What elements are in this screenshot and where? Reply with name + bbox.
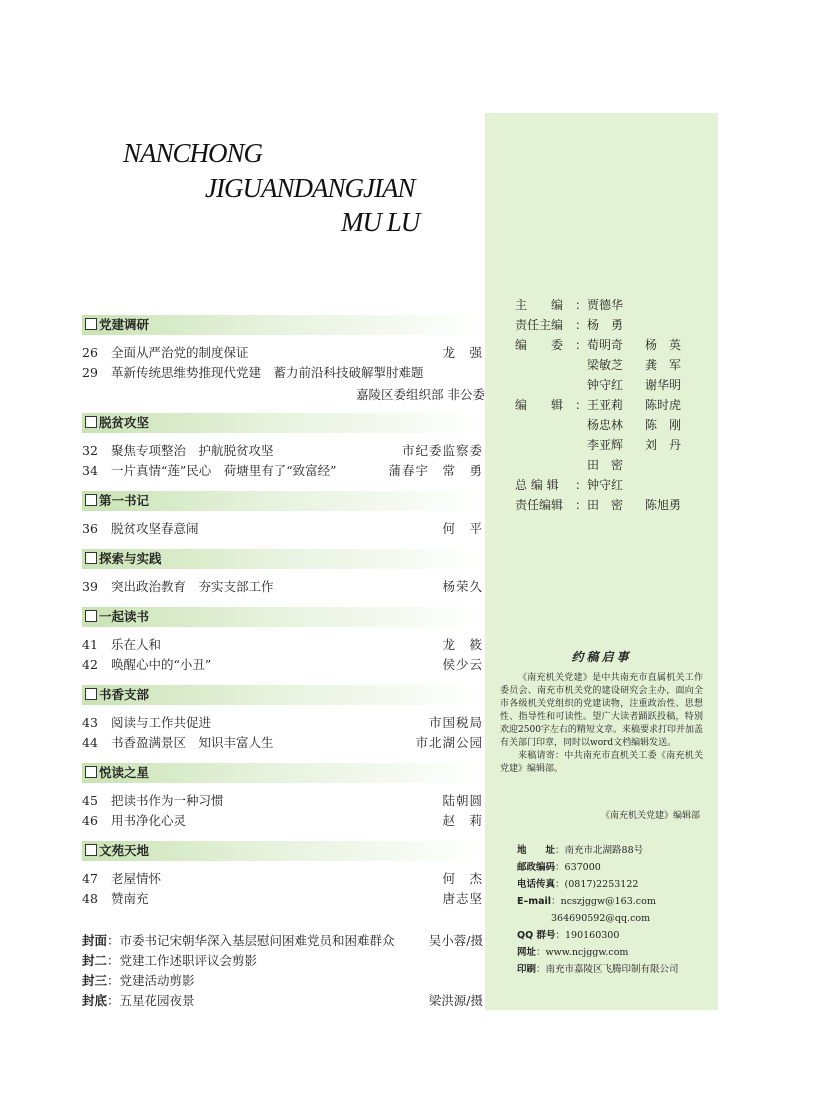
contact-row (517, 910, 679, 927)
page-number: 39 (82, 579, 98, 594)
article-author: 市纪委监察委 (401, 443, 483, 458)
staff-list (515, 295, 703, 515)
staff-name: 谢华明 (645, 378, 682, 392)
cover-text: 五星花园夜景 (119, 993, 195, 1008)
article-author: 杨荣久 (442, 579, 483, 594)
article-title: 唤醒心中的“小丑” (111, 657, 212, 672)
toc-entry[interactable] (82, 578, 485, 596)
contact-label: 电话传真 (517, 879, 556, 890)
contact-label: 地 址 (517, 845, 556, 856)
title-line-3: MU LU (341, 207, 420, 237)
article-title: 全面从严治党的制度保证 (111, 345, 249, 360)
staff-name: 田 密 (587, 458, 624, 472)
staff-name: 田 密 (587, 498, 624, 512)
page-number: 45 (82, 793, 98, 808)
section-heading-label: 党建调研 (99, 317, 150, 332)
article-author: 何 杰 (442, 871, 483, 886)
contact-value: 190160300 (564, 930, 620, 941)
article-author: 市北湖公园 (415, 735, 483, 750)
checkbox-square-icon (85, 416, 97, 428)
section-heading-label: 脱贫攻坚 (99, 415, 150, 430)
article-title: 突出政治教育 夯实支部工作 (111, 579, 274, 594)
staff-row: 责任主编 ：杨 勇 (515, 315, 703, 335)
staff-row: 编 辑 ：王亚莉 陈时虎 (515, 395, 703, 415)
cover-author: 梁洪源/摄 (428, 993, 483, 1008)
section-heading (82, 763, 485, 783)
toc-entry[interactable] (82, 520, 485, 538)
article-title: 用书净化心灵 (111, 813, 187, 828)
toc-entry[interactable] (82, 462, 485, 480)
section-heading-label: 一起读书 (99, 609, 150, 624)
article-title: 把读书作为一种习惯 (111, 793, 224, 808)
staff-name: 杨 英 (645, 338, 682, 352)
toc-entry[interactable] (82, 344, 485, 362)
title-line-1: NANCHONG (123, 138, 263, 168)
section-heading (82, 491, 485, 511)
contact-label: 印刷 (517, 964, 537, 975)
contact-value: (0817)2253122 (564, 879, 639, 890)
staff-row: 责任编辑 ：田 密 陈旭勇 (515, 495, 703, 515)
article-title: 书香盈满景区 知识丰富人生 (111, 735, 274, 750)
staff-name: 荀明奇 (587, 338, 624, 352)
staff-role: 编 辑 (515, 398, 564, 412)
article-author: 陆朝圆 (442, 793, 483, 808)
article-title: 革新传统思维势推现代党建 蓄力前沿科技破解掣肘难题 (111, 365, 424, 380)
section-heading-label: 第一书记 (99, 493, 150, 508)
article-author: 何 平 (442, 521, 483, 536)
staff-name: 龚 军 (645, 358, 682, 372)
article-title: 脱贫攻坚春意闹 (111, 521, 199, 536)
staff-role: 编 委 (515, 338, 564, 352)
email-link[interactable]: ncszjggw@163.com (560, 896, 656, 907)
toc-entry[interactable] (82, 890, 485, 908)
contact-value: 637000 (564, 862, 601, 873)
page-number: 44 (82, 735, 98, 750)
staff-name: 钟守红 (587, 478, 624, 492)
checkbox-square-icon (85, 844, 97, 856)
toc-entry[interactable] (82, 812, 485, 830)
toc-entry[interactable] (82, 870, 485, 888)
section-heading-label: 文苑天地 (99, 843, 150, 858)
page-number: 48 (82, 891, 98, 906)
staff-role: 主 编 (515, 298, 564, 312)
staff-name: 杨 勇 (587, 318, 624, 332)
toc-entry[interactable] (82, 636, 485, 654)
staff-name: 梁敏芝 (587, 358, 624, 372)
section-heading-label: 书香支部 (99, 687, 150, 702)
checkbox-square-icon (85, 494, 97, 506)
page-number: 47 (82, 871, 98, 886)
article-author: 赵 莉 (442, 813, 483, 828)
checkbox-square-icon (85, 610, 97, 622)
cover-label: 封底 (82, 993, 108, 1008)
page-number: 42 (82, 657, 98, 672)
section-heading-label: 探索与实践 (99, 551, 162, 566)
notice-body (500, 672, 703, 776)
checkbox-square-icon (85, 766, 97, 778)
section-heading (82, 315, 485, 335)
page-number: 32 (82, 443, 98, 458)
notice-signature: 《南充机关党建》编辑部 (600, 811, 700, 821)
section-heading (82, 685, 485, 705)
title-line-2: JIGUANDANGJIAN (205, 173, 415, 203)
toc-entry[interactable] (82, 734, 485, 752)
page-number: 46 (82, 813, 98, 828)
staff-role: 总 编 辑 (515, 478, 559, 492)
notice-title: 约稿启事 (571, 650, 632, 664)
staff-row (515, 415, 703, 435)
contact-label: E–mail (517, 896, 552, 907)
article-author: 蒲春宇 常 勇 (388, 463, 483, 478)
staff-row: 总 编 辑 ：钟守红 (515, 475, 703, 495)
contact-row: QQ 群号：190160300 (517, 930, 620, 941)
page-number: 36 (82, 521, 98, 536)
email-link[interactable]: 3646905​92@qq.com (551, 913, 651, 924)
article-title: 老屋情怀 (111, 871, 162, 886)
article-title: 乐在人和 (111, 637, 162, 652)
cover-label: 封三 (82, 973, 108, 988)
cover-label: 封面 (82, 933, 108, 948)
contact-row: 印刷：南充市嘉陵区飞腾印制有限公司 (517, 964, 679, 975)
staff-name: 钟守红 (587, 378, 624, 392)
cover-label: 封二 (82, 953, 108, 968)
staff-name: 陈旭勇 (645, 498, 682, 512)
contact-label: 邮政编码 (517, 862, 556, 873)
staff-row: 主 编 ：贾德华 (515, 295, 703, 315)
staff-row (515, 375, 703, 395)
staff-name: 陈时虎 (645, 398, 682, 412)
section-heading (82, 413, 485, 433)
article-title: 一片真情“莲”民心 荷塘里有了“致富经” (111, 463, 337, 478)
website-link[interactable]: www.ncjggw.com (545, 947, 629, 958)
staff-name: 李亚辉 (587, 438, 624, 452)
staff-row (515, 355, 703, 375)
contact-value: 南充市嘉陵区飞腾印制有限公司 (545, 964, 679, 975)
page-number: 43 (82, 715, 98, 730)
section-heading (82, 607, 485, 627)
staff-row (515, 435, 703, 455)
article-author: 龙 强 (442, 345, 483, 360)
toc-entry[interactable] (82, 442, 485, 460)
notice-paragraph: 《南充机关党建》是中共南充市直属机关工作委员会、南充市机关党的建设研究会主办，面向全市各级机关党组织的党建读物，注重政治性、思想性、指导性和可读性。望广大读者踊跃投稿，特别欢迎2500字左右的精短文章。来稿要求打印并加盖有关部门印章，同时以word文档编辑发送。 (500, 673, 703, 748)
staff-row (515, 455, 703, 475)
staff-role: 责任编辑 (515, 498, 564, 512)
article-author: 市国税局 (428, 715, 483, 730)
article-title: 聚焦专项整治 护航脱贫攻坚 (111, 443, 274, 458)
contact-row: 电话传真：(0817)2253122 (517, 879, 639, 890)
article-author: 侯少云 (442, 657, 483, 672)
toc-entry[interactable] (82, 364, 485, 382)
toc-entry[interactable] (82, 656, 485, 674)
page-number: 26 (82, 345, 98, 360)
staff-name: 王亚莉 (587, 398, 624, 412)
contact-row: 网址：www.ncjggw.com (517, 947, 629, 958)
staff-role: 责任主编 (515, 318, 564, 332)
section-heading-label: 悦读之星 (99, 765, 150, 780)
notice-paragraph: 来稿请寄：中共南充市直机关工委《南充机关党建》编辑部。 (500, 751, 703, 774)
page-number: 34 (82, 463, 98, 478)
cover-caption: 封面：市委书记宋朝华深入基层慰问困难党员和困难群众 吴小蓉/摄 (82, 933, 483, 948)
cover-text: 党建活动剪影 (119, 973, 195, 988)
staff-row: 编 委 ：荀明奇 杨 英 (515, 335, 703, 355)
article-title: 赞南充 (111, 891, 149, 906)
article-author: 嘉陵区委组织部 非公委 (356, 387, 485, 402)
section-heading (82, 549, 485, 569)
checkbox-square-icon (85, 688, 97, 700)
contact-label: QQ 群号 (517, 930, 556, 941)
cover-author: 吴小蓉/摄 (428, 933, 483, 948)
toc-entry[interactable] (82, 714, 485, 732)
section-heading (82, 841, 485, 861)
contact-value: 南充市北湖路88号 (564, 845, 644, 856)
cover-text: 市委书记宋朝华深入基层慰问困难党员和困难群众 (119, 933, 395, 948)
checkbox-square-icon (85, 552, 97, 564)
checkbox-square-icon (85, 318, 97, 330)
contact-row: 邮政编码：637000 (517, 862, 601, 873)
cover-text: 党建工作述职评议会剪影 (119, 953, 258, 968)
article-title: 阅读与工作共促进 (111, 715, 212, 730)
article-author: 唐志坚 (442, 891, 483, 906)
staff-name: 陈 刚 (645, 418, 682, 432)
page-number: 29 (82, 365, 98, 380)
page-number: 41 (82, 637, 98, 652)
article-author: 龙 筱 (442, 637, 483, 652)
staff-name: 刘 丹 (645, 438, 682, 452)
cover-caption: 封三：党建活动剪影 (82, 973, 195, 988)
staff-name: 杨忠林 (587, 418, 624, 432)
cover-caption: 封底：五星花园夜景 梁洪源/摄 (82, 993, 483, 1008)
contact-label: 网址 (517, 947, 537, 958)
toc-entry[interactable] (82, 792, 485, 810)
contact-row: E–mail：ncszjggw@163.com (517, 896, 656, 907)
staff-name: 贾德华 (587, 298, 624, 312)
cover-caption: 封二：党建工作述职评议会剪影 (82, 953, 258, 968)
contact-row: 地 址：南充市北湖路88号 (517, 845, 644, 856)
contact-info (517, 842, 679, 978)
